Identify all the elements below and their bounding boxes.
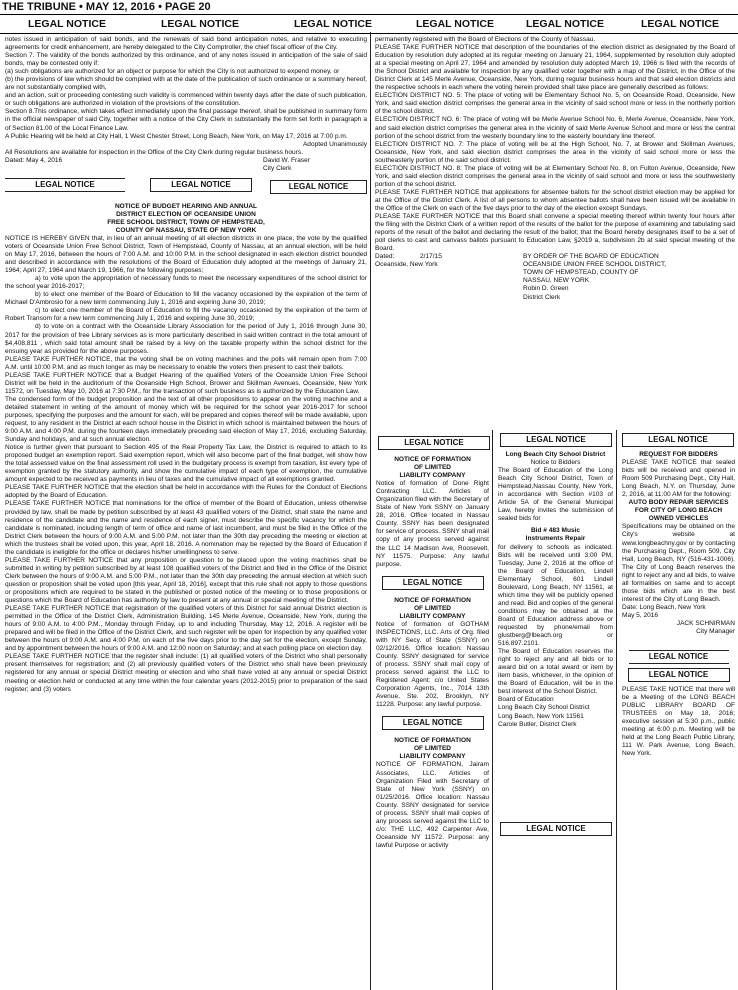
sig-line: Board of Education xyxy=(498,696,554,704)
paragraph: (a) such obligations are authorized for an object or purpose for which the City is not authorized to expend money, or xyxy=(5,68,340,76)
title-line: OF LIMITED xyxy=(413,745,452,753)
paragraph: permanently registered with the Board of Elections of the County of Nassau. xyxy=(375,36,596,43)
paragraph: Section 7. The validity of the bonds authorized by this ordinance, and of any notes issued in anticipation of the sale of said bonds, may be contested only if: xyxy=(5,52,367,68)
paragraph: PLEASE TAKE FURTHER NOTICE, that the voting shall be on voting machines and the polls will remain open from 7:00 A.M. until 10:00 P.M. and as much longer as may be necessary to enable the voters then present to cast their ballots. xyxy=(5,355,367,371)
date: May 5, 2016 xyxy=(622,611,659,619)
title-line: OF LIMITED xyxy=(413,604,452,612)
signer-name: JACK SCHNIRMAN xyxy=(676,619,735,627)
title-line: NOTICE OF BUDGET HEARING AND ANNUAL xyxy=(114,202,258,210)
legal-notice-label: LEGAL NOTICE xyxy=(270,180,367,194)
paragraph: (b) the provisions of law which should be complied with at the date of the publication of such ordinance or a summary hereof, are not substantially complied with, xyxy=(5,76,367,92)
paragraph: c) to elect one member of the Board of Education to fill the vacancy occasioned by the expiration of the term of Robert Transom for a new term commencing July 1, 2016 and expiring June 30, 2019; xyxy=(5,307,367,323)
paragraph: All Resolutions are available for inspection in the Office of the City Clerk during regular business hours. xyxy=(5,148,303,156)
signer-name: David W. Fraser xyxy=(263,156,310,164)
bid-title: Bid # 483 Music xyxy=(530,527,581,535)
title-line: NOTICE OF FORMATION xyxy=(394,737,471,745)
legal-notice-label: LEGAL NOTICE xyxy=(629,650,729,664)
paragraph: and an action, suit or proceeding contesting such validity is commenced within twenty days after the date of such publication, or such obligations are authorized in violation of the provisions of the constitution. xyxy=(5,92,367,108)
title-line: LIABILITY COMPANY xyxy=(399,612,466,620)
column-rule xyxy=(370,32,371,990)
signer-title: City Manager xyxy=(696,628,735,636)
legal-notice-label: LEGAL NOTICE xyxy=(378,436,490,450)
column-rule xyxy=(492,430,493,990)
paragraph: NOTICE OF FORMATION, Jairam Associates, LLC. Articles of Organization Filed with Secretary of State of New York (SSNY) on 01/25/2016. Office location: Nassau County. SSNY designated for service of process. SSNY shall mail copies of any process served against the LLC to c/o: THE LLC, 492 Carpenter Ave, Oceanside NY 11572. Purpose: any lawful Purpose or activity xyxy=(376,761,489,849)
paragraph: PLEASE TAKE NOTICE that there will be a Meeting of the LONG BEACH PUBLIC LIBRARY BOARD OF TRUSTEES on May 18, 2016; executive session at 5:30 p.m., public meeting at 6:00 p.m. Meeting will be held at the Long Beach Public Library, 111 W. Park Avenue, Long Beach, New York. xyxy=(622,686,735,758)
masthead: THE TRIBUNE • MAY 12, 2016 • PAGE 20 xyxy=(2,1,211,13)
paragraph: ELECTION DISTRICT NO. 8: The place of voting will be at Elementary School No. 8, on Fulton Avenue, Oceanside, New York, and said election district comprises the general area in the vicinity of said school and more or less the southwesterly portion of the school district. xyxy=(375,164,735,188)
paragraph: ELECTION DISTRICT NO. 5: The place of voting will be Elementary School No. 5, on Oceanside Road, Oceanside, New York, and said election district comprises the general area in the vicinity of said school more or less in the northerly portion of the school district. xyxy=(375,92,735,116)
paragraph: PLEASE TAKE NOTICE that sealed bids will be received and opened in Room 509 Purchasing Dept., City Hall, Long Beach, N.Y. on Thursday, June 2, 2016, at 11:00 AM for the following: xyxy=(622,459,735,499)
paragraph: ELECTION DISTRICT NO. 7: The place of voting will be at the High School, No. 7, at Brower and Skillman Avenues, Oceanside, New York, and said election district comprises the area in the vicinity of said school more or less the southeasterly portion of the said school district. xyxy=(375,140,735,164)
paragraph: Notice of formation of Done Right Contracting LLC. Articles of Organization filed with the Secretary of State of New York SSNY on January 28, 2016. Office located in Nassau County. SSNY has been designated for service of process. SSNY shall mail copy of any process served against the LLC 14 Madison Ave, Roosevelt, NY 11575. Purpose: Any lawful purpose. xyxy=(376,480,489,568)
dated-line: Date: Long Beach, New York xyxy=(622,603,706,611)
legal-notice-label: LEGAL NOTICE xyxy=(382,716,484,730)
right-top-column xyxy=(375,36,735,416)
paragraph: PLEASE TAKE FURTHER NOTICE that description of the boundaries of the election district as designated by the Board of Education by resolution duly adopted at its regular meeting on January 21, 1964, supplemented by resolution duly adopted at a special meeting on April 27, 1964 and amended by resolution duly adopted March 19, 1966 is filed with the records of the School District and available for inspection by any qualified voter together with a map of the District, in the Office of the District Clerk at 145 Merle Avenue, Oceanside, New York, during regular business hours and that said election districts and the respective schools in each where the voting herein provided shall take place are generally described as follows: xyxy=(375,44,735,92)
paragraph: Specifications may be obtained on the City's website at www.longbeachny.gov or by contacting the Purchasing Dept., Room 509, City Hall, Long Beach, NY (516-431-1006). The City of Long Beach reserves the right to reject any and all bids, to waive all formalities on same and to accept those bids which are in the best interest of the City of Long Beach. xyxy=(622,523,735,603)
header-label: LEGAL NOTICE xyxy=(161,18,239,30)
city-notices-column xyxy=(622,451,735,990)
paragraph: Notice is further given that pursuant to Section 495 of the Real Property Tax Law, the District is required to attach to its proposed budget an exemption report. Said exemption report, which will also become part of the final budget, will show how the total assessed value on the final assessment roll used in the budgetary process is exempt from taxation, list every type of exemption granted by the statutory authority, and show the cumulative impact of each type of exemption, the cumulative amount expected to be received as payments in lieu of taxes and the cumulative impact of all exemptions granted. xyxy=(5,444,367,484)
sig-line: Long Beach City School District xyxy=(498,704,590,712)
header-label: LEGAL NOTICE xyxy=(28,18,106,30)
title-line: LIABILITY COMPANY xyxy=(399,753,466,761)
notice-title xyxy=(5,203,367,235)
legal-notice-label: LEGAL NOTICE xyxy=(628,668,730,682)
dated-value: 2/17/15 xyxy=(420,253,442,261)
legal-notice-label: LEGAL NOTICE xyxy=(5,178,125,192)
bid-item: AUTO BODY REPAIR SERVICES FOR CITY OF LONG BEACH OWNED VEHICLES xyxy=(628,499,729,523)
paragraph: PLEASE TAKE FURTHER NOTICE that nominations for the office of member of the Board of Education, unless otherwise provided by law, shall be made by petition subscribed by at least 43 qualified voters of the District, shall state the name and residence of the candidate and the name and residence of each signer, must describe the specific vacancy for which the candidate is nominated, including length of term of office and name of last incumbent, and must be filed in the Office of the District Clerk between the hours of 9:00 A.M. and 5:00 P.M. not later than the 30th day preceding the meeting or election at which the trustees shall be voted upon, this year, April 18, 2016. A nomination may be rejected by the Board of Education if the candidate is ineligible for the office or declares his/her unwillingness to serve. xyxy=(5,500,367,556)
left-column xyxy=(5,36,367,990)
paragraph: The Board of Education of the Long Beach City School District, Town of Hempstead,Nassau County, New York, in accordance with Section #103 of Article 5A of the General Municipal Law, hereby invites the submission of sealed bids for xyxy=(498,467,613,523)
paragraph: b) to elect one member of the Board of Education to fill the vacancy occasioned by the expiration of the term of Michael D'Ambrosio for a new term commencing July 1, 2016 and expiring June 30, 2019; xyxy=(5,291,367,307)
bid-subtitle: Instruments Repair xyxy=(525,535,586,543)
header-label: LEGAL NOTICE xyxy=(641,18,719,30)
bidders-notice-column xyxy=(498,451,613,801)
paragraph: PLEASE TAKE FURTHER NOTICE that applications for absentee ballots for the school district election may be applied for at the Office of the District Clerk. A list of all persons to whom absentee ballots shall have been issued will be available in the Office of the Clerk on each of the five days prior to the day of the election except Sundays. xyxy=(375,188,735,212)
title-line: LIABILITY COMPANY xyxy=(399,472,466,480)
paragraph: PLEASE TAKE FURTHER NOTICE that the election shall be held in accordance with the Rules for the Conduct of Elections adopted by the Board of Education. xyxy=(5,484,367,500)
sig-line: BY ORDER OF THE BOARD OF EDUCATION xyxy=(523,253,659,261)
dated-line xyxy=(5,157,367,165)
signature-block xyxy=(375,253,735,303)
paragraph: NOTICE IS HEREBY GIVEN that, in lieu of an annual meeting of all election districts in one place, the vote by the qualified voters of Oceanside Union Free School District, Town of Hempstead, County of Nassau, at an annual election, will be held on May 17, 2016, between the hours of 7:00 A.M. and 10:00 P.M. in the school designated in each election district bounded and described in accordance with the resolutions of the Board of Education duly adopted at the meetings of January 21, 1964; April 27, 1964 and March 19, 1966, for the following purposes: xyxy=(5,234,367,275)
title-line: NOTICE OF FORMATION xyxy=(394,456,471,463)
sig-line: NASSAU, NEW YORK xyxy=(523,277,590,285)
paragraph: for delivery to schools as indicated. Bids will be received until 3:00 PM, Tuesday, June 2, 2016 at the office of the Board of Education, Lindell Elementary School, 601 Lindell Boulevard, Long Beach, NY 11561, at which time they will be publicly opened and read. Bid and copies of the general conditions may be obtained at the Board of Education address above or requested by phone/email from glustberg@lbeach.org or 516.897.2101. xyxy=(498,543,613,648)
paragraph: ELECTION DISTRICT NO. 6: The place of voting will be Merle Avenue School No. 6, Merle Avenue, Oceanside, New York, and said election district comprises the general area in the vicinity of said Merle Avenue School and more or less the central portion of the school district from the westerly boundary line to the easterly boundary line thereof. xyxy=(375,116,735,140)
legal-notice-label: LEGAL NOTICE xyxy=(622,433,734,447)
paragraph: PLEASE TAKE FURTHER NOTICE that any proposition or question to be placed upon the voting machines shall be submitted in writing by petition subscribed by at least 108 qualified voters of the District and filed in the Office of the District Clerk between the hours of 9:00 A.M. and 5:00 P.M., not later than the 30th day preceding the annual election at which such question or proposition shall be voted upon [this year, April 18, 2016], except that this rule shall not apply to those questions or propositions which are required to be stated in the published or posted notice of the meeting or to those propositions or questions which the Board of Education has authority by law to present at any annual or special meeting of the District. xyxy=(5,556,367,605)
paragraph: The condensed form of the budget proposition and the text of all other propositions to appear on the voting machine and a detailed statement in writing of the amount of money which will be required for the school year 2016-2017 for school purposes, specifying the purposes and the amount for each, will be prepared and copies thereof will be made available, upon request, to any resident in the District at each school house in the District in which school is maintained between the hours of 9:00 A.M. and 4:00 P.M. during the fourteen days immediately preceding said election of May 17, 2016, excluding Saturday, Sunday and holidays, and at such annual election. xyxy=(5,395,367,444)
signature-lines xyxy=(523,253,666,301)
dated: Dated: May 4, 2016 xyxy=(5,156,63,164)
legal-notice-label: LEGAL NOTICE xyxy=(382,576,484,590)
sig-line: Long Beach, New York 11561 xyxy=(498,712,584,720)
legal-notice-header-row xyxy=(0,14,738,34)
header-label: LEGAL NOTICE xyxy=(526,18,604,30)
paragraph: PLEASE TAKE FURTHER NOTICE that this Board shall convene a special meeting thereof within twenty four hours after the filing with the District Clerk of a written report of the results of the ballot for the purpose of examining and tabulating said reports of the result of the ballot and declaring the result of the ballot; that the Board hereby designates itself to be a set of poll clerks to cast and canvass ballots pursuant to Education Law, §2019 a, subdivision 2b at said special meeting of the Board. xyxy=(375,213,735,253)
sig-line: TOWN OF HEMPSTEAD, COUNTY OF xyxy=(523,269,639,277)
paragraph: The Board of Education reserves the right to reject any and all bids or to award bid on a total award or item by item basis, whichever, in the opinion of the Board of Education, will be in the best interest of the School District. xyxy=(498,648,613,696)
paragraph: d) to vote on a contract with the Oceanside Library Association for the period of July 1, 2016 through June 30, 2017 for the provision of free Library services as is more particularly described in said written contract in the total amount of $4,408,811 , which said total amount shall be raised by a levy on the taxable property within the school district for the ensuing year as provided for the above purposes. xyxy=(5,323,367,355)
title-line: DISTRICT ELECTION OF OCEANSIDE UNION xyxy=(116,210,256,218)
sig-line: Robin D. Green xyxy=(523,285,569,293)
paragraph: PLEASE TAKE FURTHER NOTICE that the register shall include: (1) all qualified voters of the District who shall personally present themselves for registration; and (2) all previously qualified voters of the District who shall have been previously registered for any annual or special District meeting or election and who shall have voted at any annual or special District meeting or election held or conducted at any time within the four calendar years (2012-2015) prior to preparation of the said register; and (3) voters xyxy=(5,653,367,693)
header-label: LEGAL NOTICE xyxy=(416,18,494,30)
llc-notices-column xyxy=(376,456,489,990)
paragraph: PLEASE TAKE FURTHER NOTICE that registration of the qualified voters of this District for said annual District election is permitted in the Office of the District Clerk, Administration Building, 145 Merle Avenue, Oceanside, New York, during the hours of 9:00 A.M. to 4:00 P.M., Monday through Friday, up to and including Thursday, May 12, 2016. A register will be prepared and will be filed in the Office of the District Clerk, and such register will be open for inspection by any qualified voter between the hours of 9:00 A.M. and 4:00 P.M. on each of the five days prior to the day set for the election, except Sunday, and by appointment between the hours of 9:00 A.M. and 12:00 noon on Saturday; and at each polling place on election day. xyxy=(5,605,367,653)
dated-label: Dated: xyxy=(375,253,395,261)
title-line: NOTICE OF FORMATION xyxy=(394,596,471,604)
legal-notice-label: LEGAL NOTICE xyxy=(150,178,252,192)
title-line: COUNTY OF NASSAU, STATE OF NEW YORK xyxy=(115,226,257,234)
sig-line: Carole Butler, District Clerk xyxy=(498,720,577,728)
title-line: OF LIMITED xyxy=(413,464,452,472)
legal-notice-label: LEGAL NOTICE xyxy=(500,433,612,447)
notice-subtitle: Notice to Bidders xyxy=(530,459,581,467)
paragraph: A Public Hearing will be held at City Hall, 1 West Chester Street, Long Beach, New York, on May 17, 2016 at 7:00 p.m. xyxy=(5,132,348,140)
legal-notice-banners xyxy=(5,175,367,195)
header-label: LEGAL NOTICE xyxy=(294,18,372,30)
adopted-note: Adopted Unanimously xyxy=(302,140,367,148)
sig-line: District Clerk xyxy=(523,293,561,301)
paragraph: a) to vote upon the appropriation of necessary funds to meet the necessary expenditures of the school district for the school year 2016-2017; xyxy=(5,275,367,291)
legal-notice-label: LEGAL NOTICE xyxy=(500,822,612,836)
column-rule xyxy=(616,430,617,990)
sig-line: OCEANSIDE UNION FREE SCHOOL DISTRICT, xyxy=(523,261,667,269)
signer-title: City Clerk xyxy=(263,164,292,172)
paragraph: Section 8.This ordinance, which takes effect immediately upon the final passage thereof, shall be published in summary form in the official newspaper of said City, together with a notice of the City Clerk in substantially the form set forth in paragraph a of Section 81.00 of the Local Finance Law. xyxy=(5,108,367,132)
place: Oceanside, New York xyxy=(375,261,438,269)
paragraph: notes issued in anticipation of said bonds, and the renewals of said bond anticipation notes, and relative to executing agreements for credit enhancement, are hereby delegated to the City Comptroller, the chief fiscal officer of the City. xyxy=(5,36,367,52)
title-line: FREE SCHOOL DISTRICT, TOWN OF HEMPSTEAD, xyxy=(107,218,265,226)
notice-title: REQUEST FOR BIDDERS xyxy=(639,451,718,458)
paragraph: PLEASE TAKE FURTHER NOTICE that a Budget Hearing of the qualified Voters of the Oceanside Union Free School District will be held in the auditorium of the Oceanside High School, Brower and Skillman Avenues, Oceanside, New York 11572, on Tuesday, May 10, 2016 at 7:30 P.M., for the transaction of such business as is authorized by the Education Law. xyxy=(5,371,367,395)
paragraph: Notice of formation of GOTHAM INSPECTIONS, LLC. Arts of Org. filed with NY Secy. of State (SSNY) on 02/12/2016. Office location: Nassau County. SSNY designated for service of process. SSNY shall mail copy of process served against the LLC to Registered Agent: c/o United States Corporation Agents, Inc., 7014 13th Avenue, Ste. 202, Brooklyn, NY 11228. Purpose: any lawful purpose. xyxy=(376,620,489,709)
notice-title: Long Beach City School District xyxy=(505,451,606,458)
